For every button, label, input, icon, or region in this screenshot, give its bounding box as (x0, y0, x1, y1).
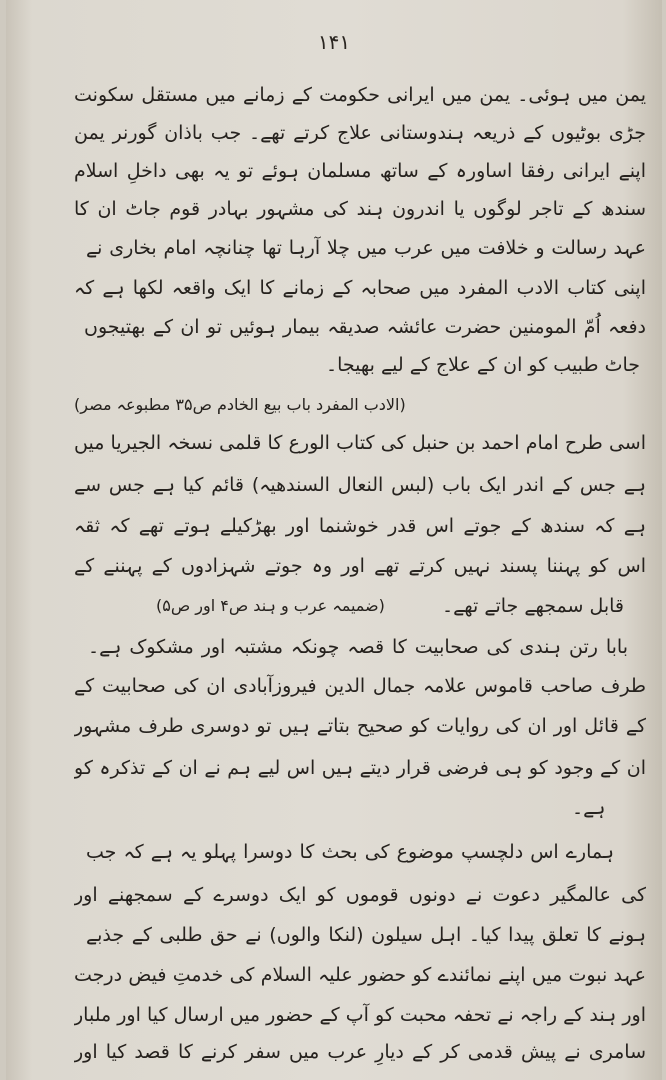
text-line: طرف صاحب قاموس علامہ جمال الدین فیروزآبادی ان کی صحابیت کے (74, 675, 646, 697)
text-line: کے قائل اور ان کی روایات کو صحیح بتاتے ہیں تو دوسری طرف مشہور (74, 715, 646, 737)
text-line: اپنے ایرانی رفقا اساورہ کے ساتھ مسلمان ہوئے تو یہ بھی داخلِ اسلام (74, 160, 646, 182)
text-line: ہمارے اس دلچسپ موضوع کی بحث کا دوسرا پہلو یہ ہے کہ جب (86, 841, 614, 863)
text-line: اسی طرح امام احمد بن حنبل کی کتاب الورع کا قلمی نسخہ الجیریا میں (74, 432, 646, 454)
text-line: عہد نبوت میں اپنے نمائندے کو حضور علیہ السلام کی خدمتِ فیض درجت (74, 964, 646, 986)
book-page (6, 0, 662, 1080)
text-line: سامری نے پیش قدمی کر کے دیارِ عرب میں سفر کرنے کا قصد کیا اور (74, 1041, 646, 1063)
text-line: دفعہ اُمّ المومنین حضرت عائشہ صدیقہ بیمار ہوئیں تو ان کے بھتیجوں (84, 316, 646, 338)
text-line: ان کے وجود کو ہی فرضی قرار دیتے ہیں اس لیے ہم نے ان کے تذکرہ کو (74, 757, 646, 779)
text-line: ہے جس کے اندر ایک باب (لبس النعال السندھیہ) قائم کیا ہے جس سے (74, 474, 646, 496)
text-line: قابل سمجھے جاتے تھے۔ (442, 595, 624, 617)
text-line: اس کو پہننا پسند نہیں کرتے تھے اور وہ جوتے شہزادوں کے پہننے کے (74, 555, 646, 577)
citation: (الادب المفرد باب بیع الخادم ص۳۵ مطبوعہ مصر) (74, 395, 406, 414)
text-line: یمن میں ہوئی۔ یمن میں ایرانی حکومت کے زمانے میں مستقل سکونت (74, 84, 646, 106)
text-line: بابا رتن ہندی کی صحابیت کا قصہ چونکہ مشتبہ اور مشکوک ہے۔ (88, 636, 628, 658)
text-line: ہے۔ (572, 797, 606, 819)
text-line: عہد رسالت و خلافت میں عرب میں چلا آرہا تھا چنانچہ امام بخاری نے (86, 237, 646, 259)
text-line: ہونے کا تعلق پیدا کیا۔ اہل سیلون (لنکا والوں) نے حق طلبی کے جذبے (86, 924, 646, 946)
text-line: جاٹ طبیب کو ان کے علاج کے لیے بھیجا۔ (326, 354, 640, 376)
text-line: جڑی بوٹیوں کے ذریعہ ہندوستانی علاج کرتے تھے۔ جب باذان گورنر یمن (74, 122, 646, 144)
text-line: کی عالمگیر دعوت نے دونوں قوموں کو ایک دوسرے کے سمجھنے اور (74, 884, 646, 906)
text-line: ہے کہ سندھ کے جوتے اس قدر خوشنما اور بھڑکیلے ہوتے تھے کہ ثقہ (74, 515, 646, 537)
page-number: ۱۴۱ (317, 30, 351, 54)
text-line: سندھ کے تاجر لوگوں یا اندرون ہند کی مشہور بہادر قوم جاٹ ان کا (74, 198, 646, 220)
citation: (ضمیمہ عرب و ہند ص۴ اور ص۵) (156, 596, 385, 615)
text-line: اپنی کتاب الادب المفرد میں صحابہ کے زمانے کا ایک واقعہ لکھا ہے کہ (74, 277, 646, 299)
text-line: اور ہند کے راجہ نے تحفہ محبت کو آپ کے حضور میں ارسال کیا اور ملبار (74, 1004, 646, 1026)
